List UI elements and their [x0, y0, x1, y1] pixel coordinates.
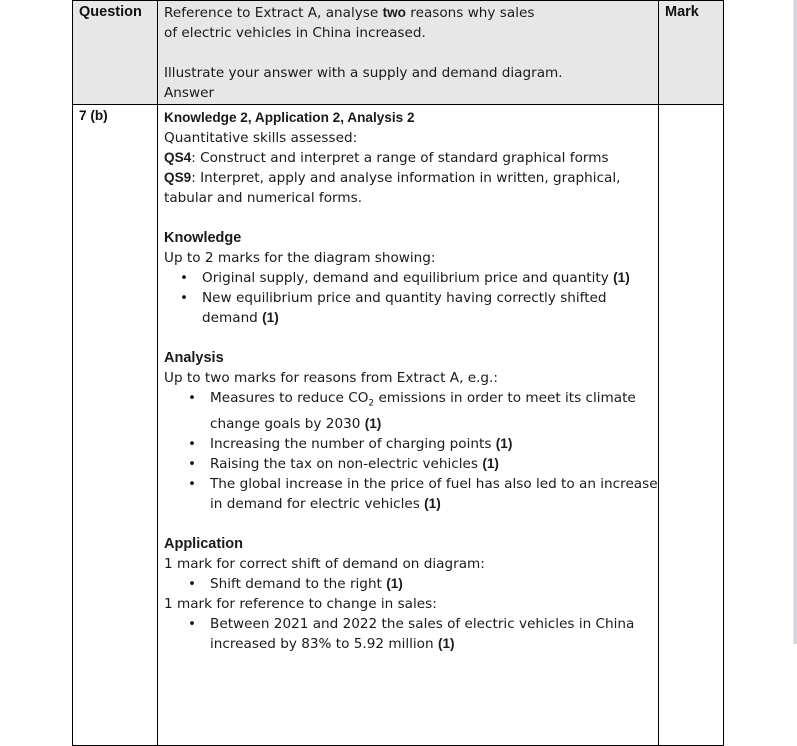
analysis-intro: Up to two marks for reasons from Extract A, e.g.: — [164, 370, 498, 386]
table-row — [73, 105, 724, 746]
mark-header-cell — [659, 1, 724, 105]
list-item: • New equilibrium price and quantity having correctly shifted demand (1) — [202, 288, 658, 328]
table-header-row — [73, 1, 724, 105]
list-item: • Measures to reduce $CO_2$ emissions in order to meet its climate change goals by 2030 (1) — [210, 388, 658, 434]
application-list-1 — [164, 574, 658, 594]
mark-scheme-table — [72, 0, 724, 746]
application-heading: Application — [164, 535, 243, 552]
marks-summary: Knowledge 2, Application 2, Analysis 2 — [164, 110, 415, 125]
question-text-part: Reference to Extract A, analyse — [164, 5, 383, 21]
list-item: • Raising the tax on non-electric vehicles (1) — [210, 454, 658, 474]
question-header-label: Question — [79, 4, 142, 20]
qs9-line — [164, 168, 658, 208]
list-item: • Increasing the number of charging points (1) — [210, 434, 658, 454]
question-emphasis: two — [382, 5, 406, 20]
question-text-part: reasons why sales — [405, 5, 535, 21]
qs9-text: : Interpret, apply and analyse information in written, graphical, tabular and numerical forms. — [164, 170, 621, 206]
list-item: • Original supply, demand and equilibrium price and quantity (1) — [202, 268, 658, 288]
qs9-code: QS9 — [164, 170, 192, 185]
application-list-2 — [164, 614, 658, 654]
knowledge-heading: Knowledge — [164, 230, 242, 246]
application-intro-1: 1 mark for correct shift of demand on diagram: — [164, 555, 485, 572]
question-number-cell — [73, 105, 158, 746]
list-item: • Shift demand to the right (1) — [210, 574, 658, 594]
mark-cell — [659, 105, 724, 746]
question-instruction: Illustrate your answer with a supply and demand diagram. — [164, 65, 563, 81]
list-item: • Between 2021 and 2022 the sales of electric vehicles in China increased by 83% to 5.92 million (1) — [210, 614, 658, 654]
question-text-line: of electric vehicles in China increased. — [164, 25, 426, 41]
answer-content — [158, 105, 658, 654]
list-item: • The global increase in the price of fuel has also led to an increase in demand for electric vehicles (1) — [210, 474, 658, 514]
answer-cell — [158, 105, 659, 746]
question-number: 7 (b) — [79, 108, 108, 123]
knowledge-intro: Up to 2 marks for the diagram showing: — [164, 250, 436, 266]
mark-header-label: Mark — [665, 4, 699, 20]
qs-intro: Quantitative skills assessed: — [164, 130, 358, 146]
question-header-cell — [73, 1, 158, 105]
knowledge-list — [164, 268, 658, 328]
question-text-cell — [158, 1, 659, 105]
analysis-heading: Analysis — [164, 350, 224, 366]
question-text — [158, 1, 658, 103]
application-intro-2: 1 mark for reference to change in sales: — [164, 595, 437, 612]
answer-label: Answer — [164, 85, 215, 101]
qs4-text: : Construct and interpret a range of standard graphical forms — [191, 150, 609, 166]
qs4-code: QS4 — [164, 150, 192, 165]
analysis-list — [164, 388, 658, 514]
vertical-scrollbar[interactable] — [793, 0, 797, 644]
qs4-line — [164, 148, 658, 168]
